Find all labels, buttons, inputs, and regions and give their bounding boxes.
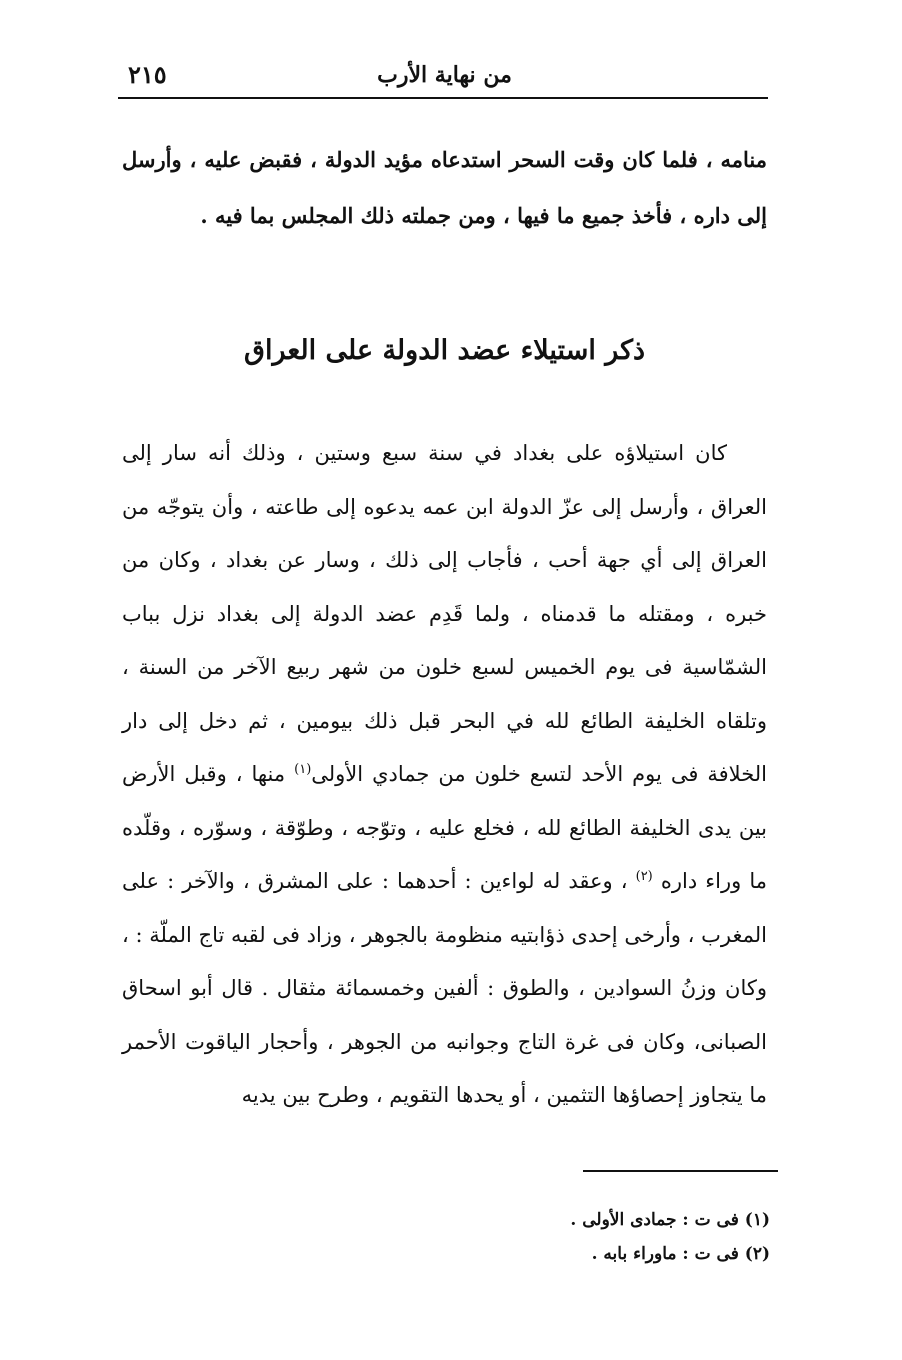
top-paragraph xyxy=(122,132,767,244)
footnotes xyxy=(420,1203,770,1271)
main-paragraph xyxy=(122,427,767,1123)
page-header xyxy=(122,58,767,98)
running-title: من نهاية الأرب xyxy=(377,62,512,88)
main-paragraph-text xyxy=(122,427,767,1123)
footnote-marker-2: (٢) xyxy=(635,869,653,884)
footnote-marker-1: (١) xyxy=(294,762,312,777)
footnote-1: (١) فى ت : جمادى الأولى . xyxy=(570,1210,770,1230)
section-heading: ذكر استيلاء عضد الدولة على العراق xyxy=(244,335,645,366)
top-paragraph-text: منامه ، فلما كان وقت السحر استدعاه مؤيد الدولة ، فقبض عليه ، وأرسل إلى داره ، فأخذ جميع ما فيها ، ومن جملته ذلك المجلس بما فيه . xyxy=(122,147,767,228)
page-number: ٢١٥ xyxy=(128,60,167,89)
footnote-2: (٢) فى ت : ماوراء بابه . xyxy=(591,1244,770,1264)
main-text-part-2: منها ، وقبل الأرض بين يدى الخليفة الطائع لله ، فخلع عليه ، وتوّجه ، وطوّقة ، وسوّره ، وقلّده ما وراء داره xyxy=(122,762,767,893)
footnote-rule xyxy=(583,1170,778,1172)
header-rule xyxy=(118,97,768,99)
main-text-part-1: كان استيلاؤه على بغداد في سنة سبع وستين ، وذلك أنه سار إلى العراق ، وأرسل إلى عزّ الدولة ابن عمه يدعوه إلى طاعته ، وأن يتوجّه من العراق إلى أي جهة أحب ، فأجاب إلى ذلك ، وسار عن بغداد ، وكان من خبره ، ومقتله ما قدمناه ، ولما قَدِم عضد الدولة إلى بغداد نزل بباب الشمّاسية فى يوم الخميس لسبع خلون من شهر ربيع الآخر من السنة ، وتلقاه الخليفة الطائع لله في البحر قبل ذلك بيومين ، ثم دخل إلى دار الخلافة فى يوم الأحد لتسع خلون من جمادي الأولى xyxy=(122,441,767,786)
main-text-part-3: ، وعقد له لواءين : أحدهما : على المشرق ، والآخر : على المغرب ، وأرخى إحدى ذؤابتيه منظومة بالجوهر ، وزاد فى لقبه تاج الملّة : ، وكان وزنُ السوادين ، والطوق : ألفين وخمسمائة مثقال . قال أبو اسحاق الصبانى، وكان فى غرة التاج وجوانبه من الجوهر ، وأحجار الياقوت الأحمر ما يتجاوز إحصاؤها التثمين ، أو يحدها التقويم ، وطرح بين يديه xyxy=(122,869,767,1107)
